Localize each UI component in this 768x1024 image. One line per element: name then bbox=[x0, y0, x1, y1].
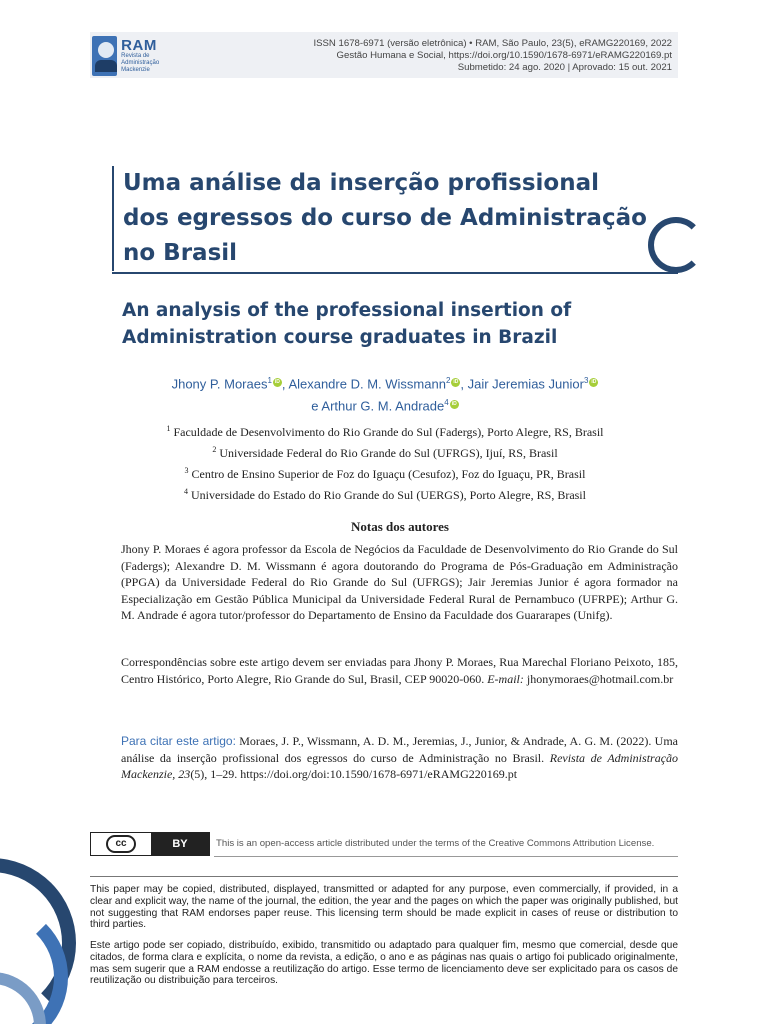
author-notes-paragraph: Jhony P. Moraes é agora professor da Escola de Negócios da Faculdade de Desenvolvimento do Rio Grande do Sul (Fadergs); Alexandre D. M. Wissmann é agora doutorando do Programa de Pós-Graduação em Administração (PPGA) da Universidade Federal do Rio Grande do Sul (UFRGS); Jair Jeremias Junior é agora formador na Especialização em Gestão Pública Municipal da Universidade Federal Rural de Pernambuco (UFRPE); Arthur G. M. Andrade é agora tutor/professor do Departamento de Ensino da Faculdade dos Guararapes (Unifg). bbox=[121, 542, 678, 622]
publication-meta bbox=[313, 38, 672, 74]
author-sup: 1 bbox=[267, 376, 272, 385]
cc-by-badge[interactable] bbox=[90, 832, 210, 856]
title-divider bbox=[112, 272, 678, 274]
correspondence-paragraph bbox=[121, 654, 678, 687]
affiliation-list bbox=[100, 420, 670, 504]
citation-journal: Revista de Administração Mackenzie, 23 bbox=[121, 750, 679, 781]
orcid-icon[interactable]: iD bbox=[274, 379, 280, 385]
meta-issn: ISSN 1678-6971 (versão eletrônica) • RAM, São Paulo, 23(5), eRAMG220169, 2022 bbox=[313, 38, 672, 49]
author-list: Jhony P. Moraes$^1$ iD , Alexandre D. M. Wissmann$^2$ iD , Jair Jeremias Junior$^3$ iD e Arthur G. M. Andrade$^4$ iD bbox=[171, 376, 597, 414]
license-statement: This is an open-access article distributed under the terms of the Creative Commons Attribution License. bbox=[216, 838, 655, 849]
affiliation-item: $^2$ Universidade Federal do Rio Grande do Sul (UFRGS), Ijuí, RS, Brasil bbox=[212, 445, 558, 460]
author-name[interactable]: Jhony P. Moraes bbox=[171, 376, 268, 392]
citation-label: Para citar este artigo: bbox=[121, 734, 236, 748]
author-name[interactable]: Alexandre D. M. Wissmann bbox=[288, 376, 446, 392]
license-terms-pt: Este artigo pode ser copiado, distribuído, exibido, transmitido ou adaptado para qualquer fim, mesmo que comercial, desde que citados, de forma clara e explícita, o nome da revista, a edição, o ano e as páginas nas quais o artigo foi publicado originalmente, mas sem sugerir que a RAM endosse a reutilização do artigo. Esse termo de licenciamento deve ser explicitado para os casos de reutilização ou distribuição para terceiros. bbox=[90, 940, 678, 987]
orcid-icon[interactable]: iD bbox=[453, 379, 459, 385]
article-title-en bbox=[122, 297, 642, 351]
logo-subtitle-2: Mackenzie bbox=[121, 67, 150, 73]
affiliation-item: $^1$ Faculdade de Desenvolvimento do Rio Grande do Sul (Fadergs), Porto Alegre, RS, Brasil bbox=[166, 424, 604, 439]
journal-logo[interactable] bbox=[92, 34, 182, 78]
title-pt-line-1: Uma análise da inserção profissional bbox=[123, 170, 599, 196]
license-terms-en: This paper may be copied, distributed, displayed, transmitted or adapted for any purpose, even commercially, if provided, in a clear and explicit way, the name of the journal, the edition, the year and the pages on which the paper was originally published, but not suggesting that RAM endorses paper reuse. This licensing term should be made explicit in cases of reuse or distribution to third parties. bbox=[90, 884, 678, 931]
article-title-pt bbox=[112, 166, 678, 271]
author-sup: 4 bbox=[444, 398, 449, 408]
author-name[interactable]: Jair Jeremias Junior bbox=[467, 376, 584, 392]
author-sup: 2 bbox=[445, 376, 451, 385]
footer-divider bbox=[90, 876, 678, 877]
by-icon: BY bbox=[172, 838, 188, 850]
logo-subtitle-1: Revista de Administração bbox=[121, 53, 160, 66]
logo-title: RAM bbox=[121, 37, 157, 54]
citation-paragraph bbox=[121, 733, 678, 783]
orcid-icon[interactable]: iD bbox=[451, 401, 457, 408]
citation-text: Moraes, J. P., Wissmann, A. D. M., Jeremias, J., Junior, & Andrade, A. G. M. (2022). Uma análise da inserção profissional dos egressos do curso de Administração no Brasil. bbox=[121, 734, 679, 765]
title-en-line-1: An analysis of the professional insertion of bbox=[122, 300, 572, 321]
author-name[interactable]: e Arthur G. M. Andrade bbox=[311, 398, 445, 414]
ram-logo-icon bbox=[92, 36, 117, 76]
correspondence-text: Correspondências sobre este artigo devem ser enviadas para Jhony P. Moraes, Rua Marechal Floriano Peixoto, 185, Centro Histórico, Porto Alegre, Rio Grande do Sul, Brasil, CEP 90020-060. bbox=[121, 655, 678, 686]
logo-text bbox=[121, 38, 182, 74]
author-sup: 3 bbox=[583, 376, 589, 385]
title-en-line-2: Administration course graduates in Brazil bbox=[122, 327, 558, 348]
meta-doi[interactable]: Gestão Humana e Social, https://doi.org/10.1590/1678-6971/eRAMG220169.pt bbox=[336, 50, 672, 61]
title-pt-line-2: dos egressos do curso de Administração bbox=[123, 205, 647, 231]
meta-dates: Submetido: 24 ago. 2020 | Aprovado: 15 out. 2021 bbox=[457, 62, 672, 73]
license-divider bbox=[214, 856, 678, 857]
citation-doi[interactable]: (5), 1–29. https://doi.org/doi:10.1590/1678-6971/eRAMG220169.pt bbox=[190, 767, 518, 781]
author-notes-heading: Notas dos autores bbox=[351, 519, 449, 534]
orcid-icon[interactable]: iD bbox=[591, 379, 597, 385]
affiliation-item: $^3$ Centro de Ensino Superior de Foz do Iguaçu (Cesufoz), Foz do Iguaçu, PR, Brasil bbox=[184, 466, 586, 481]
email-label: E-mail: bbox=[487, 671, 524, 686]
title-pt-line-3: no Brasil bbox=[123, 240, 238, 266]
title-arc-decoration bbox=[648, 217, 704, 273]
cc-icon: cc bbox=[91, 833, 151, 855]
email-link[interactable]: jhonymoraes@hotmail.com.br bbox=[526, 671, 674, 686]
affiliation-item: $^4$ Universidade do Estado do Rio Grande do Sul (UERGS), Porto Alegre, RS, Brasil bbox=[184, 487, 586, 502]
